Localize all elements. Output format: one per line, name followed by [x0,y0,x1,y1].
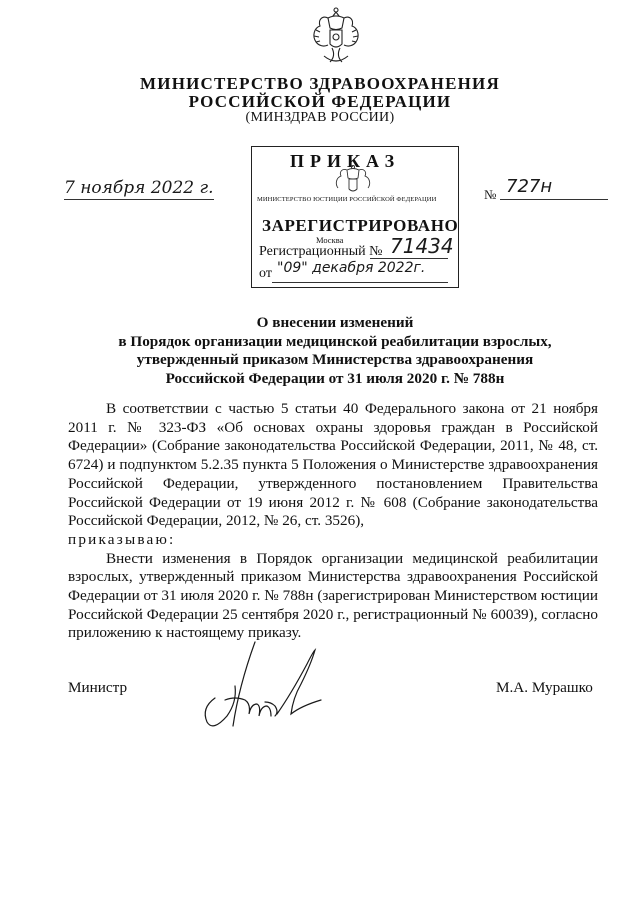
preamble-paragraph: В соответствии с частью 5 статьи 40 Федерального закона от 21 ноября 2011 г. № 323-ФЗ «Об основах охраны здоровья граждан в Российской Федерации» (Собрание законодательства Российской Федерации, 2011, № 48, ст. 6724) и подпунктом 5.2.35 пункта 5 Положения о Министерстве здравоохранения Российской Федерации, утвержденного постановлением Правительства Российской Федерации от 19 июня 2012 г. № 608 (Собрание законодательства Российской Федерации, 2012, № 26, ст. 3526), [68,400,598,530]
order-word: приказываю: [68,530,176,548]
order-date: 7 ноября 2022 г. [64,178,214,198]
stamp-ministry-of-justice: МИНИСТЕРСТВО ЮСТИЦИИ РОССИЙСКОЙ ФЕДЕРАЦИИ [257,196,437,203]
order-date-underline [64,199,214,200]
signatory-position: Министр [68,679,128,696]
operative-paragraph: Внести изменения в Порядок организации медицинской реабилитации взрослых, утвержденный приказом Министерства здравоохранения Российской Федерации от 31 июля 2020 г. № 788н (зарегистрирован Министерством юстиции Российской Федерации 25 сентября 2020 г., регистрационный № 60039), согласно приложению к настоящему приказу. [68,549,598,642]
handwritten-signature [195,636,335,736]
title-line: в Порядок организации медицинской реабилитации взрослых, [118,332,552,350]
stamp-registered: ЗАРЕГИСТРИРОВАНО [262,216,459,235]
coat-of-arms-emblem [310,6,362,70]
stamp-reg-number-underline [370,258,448,259]
order-number-label: № [484,187,497,202]
stamp-date-prefix: от [259,266,272,281]
order-number: 727н [506,176,553,197]
order-number-underline [500,199,608,200]
stamp-date-underline [272,282,448,283]
stamp-title: ПРИКАЗ [290,151,401,171]
stamp-emblem-icon [333,164,373,198]
title-line: утвержденный приказом Министерства здравоохранения [136,351,534,368]
ministry-name-line1: МИНИСТЕРСТВО ЗДРАВООХРАНЕНИЯ [140,74,500,93]
stamp-date: "09" декабря 2022г. [277,260,426,276]
stamp-reg-number: 71434 [390,234,454,258]
ministry-name-line2: РОССИЙСКОЙ ФЕДЕРАЦИИ [188,92,452,111]
stamp-reg-number-label: Регистрационный № [259,244,383,259]
order-title [80,314,590,388]
stamp-city: Москва [316,235,344,245]
ministry-short-name: (МИНЗДРАВ РОССИИ) [245,110,395,125]
signatory-name: М.А. Мурашко [496,679,593,696]
order-body [68,400,598,643]
title-line: Российской Федерации от 31 июля 2020 г. № 788н [165,369,505,387]
title-line: О внесении изменений [256,314,414,331]
